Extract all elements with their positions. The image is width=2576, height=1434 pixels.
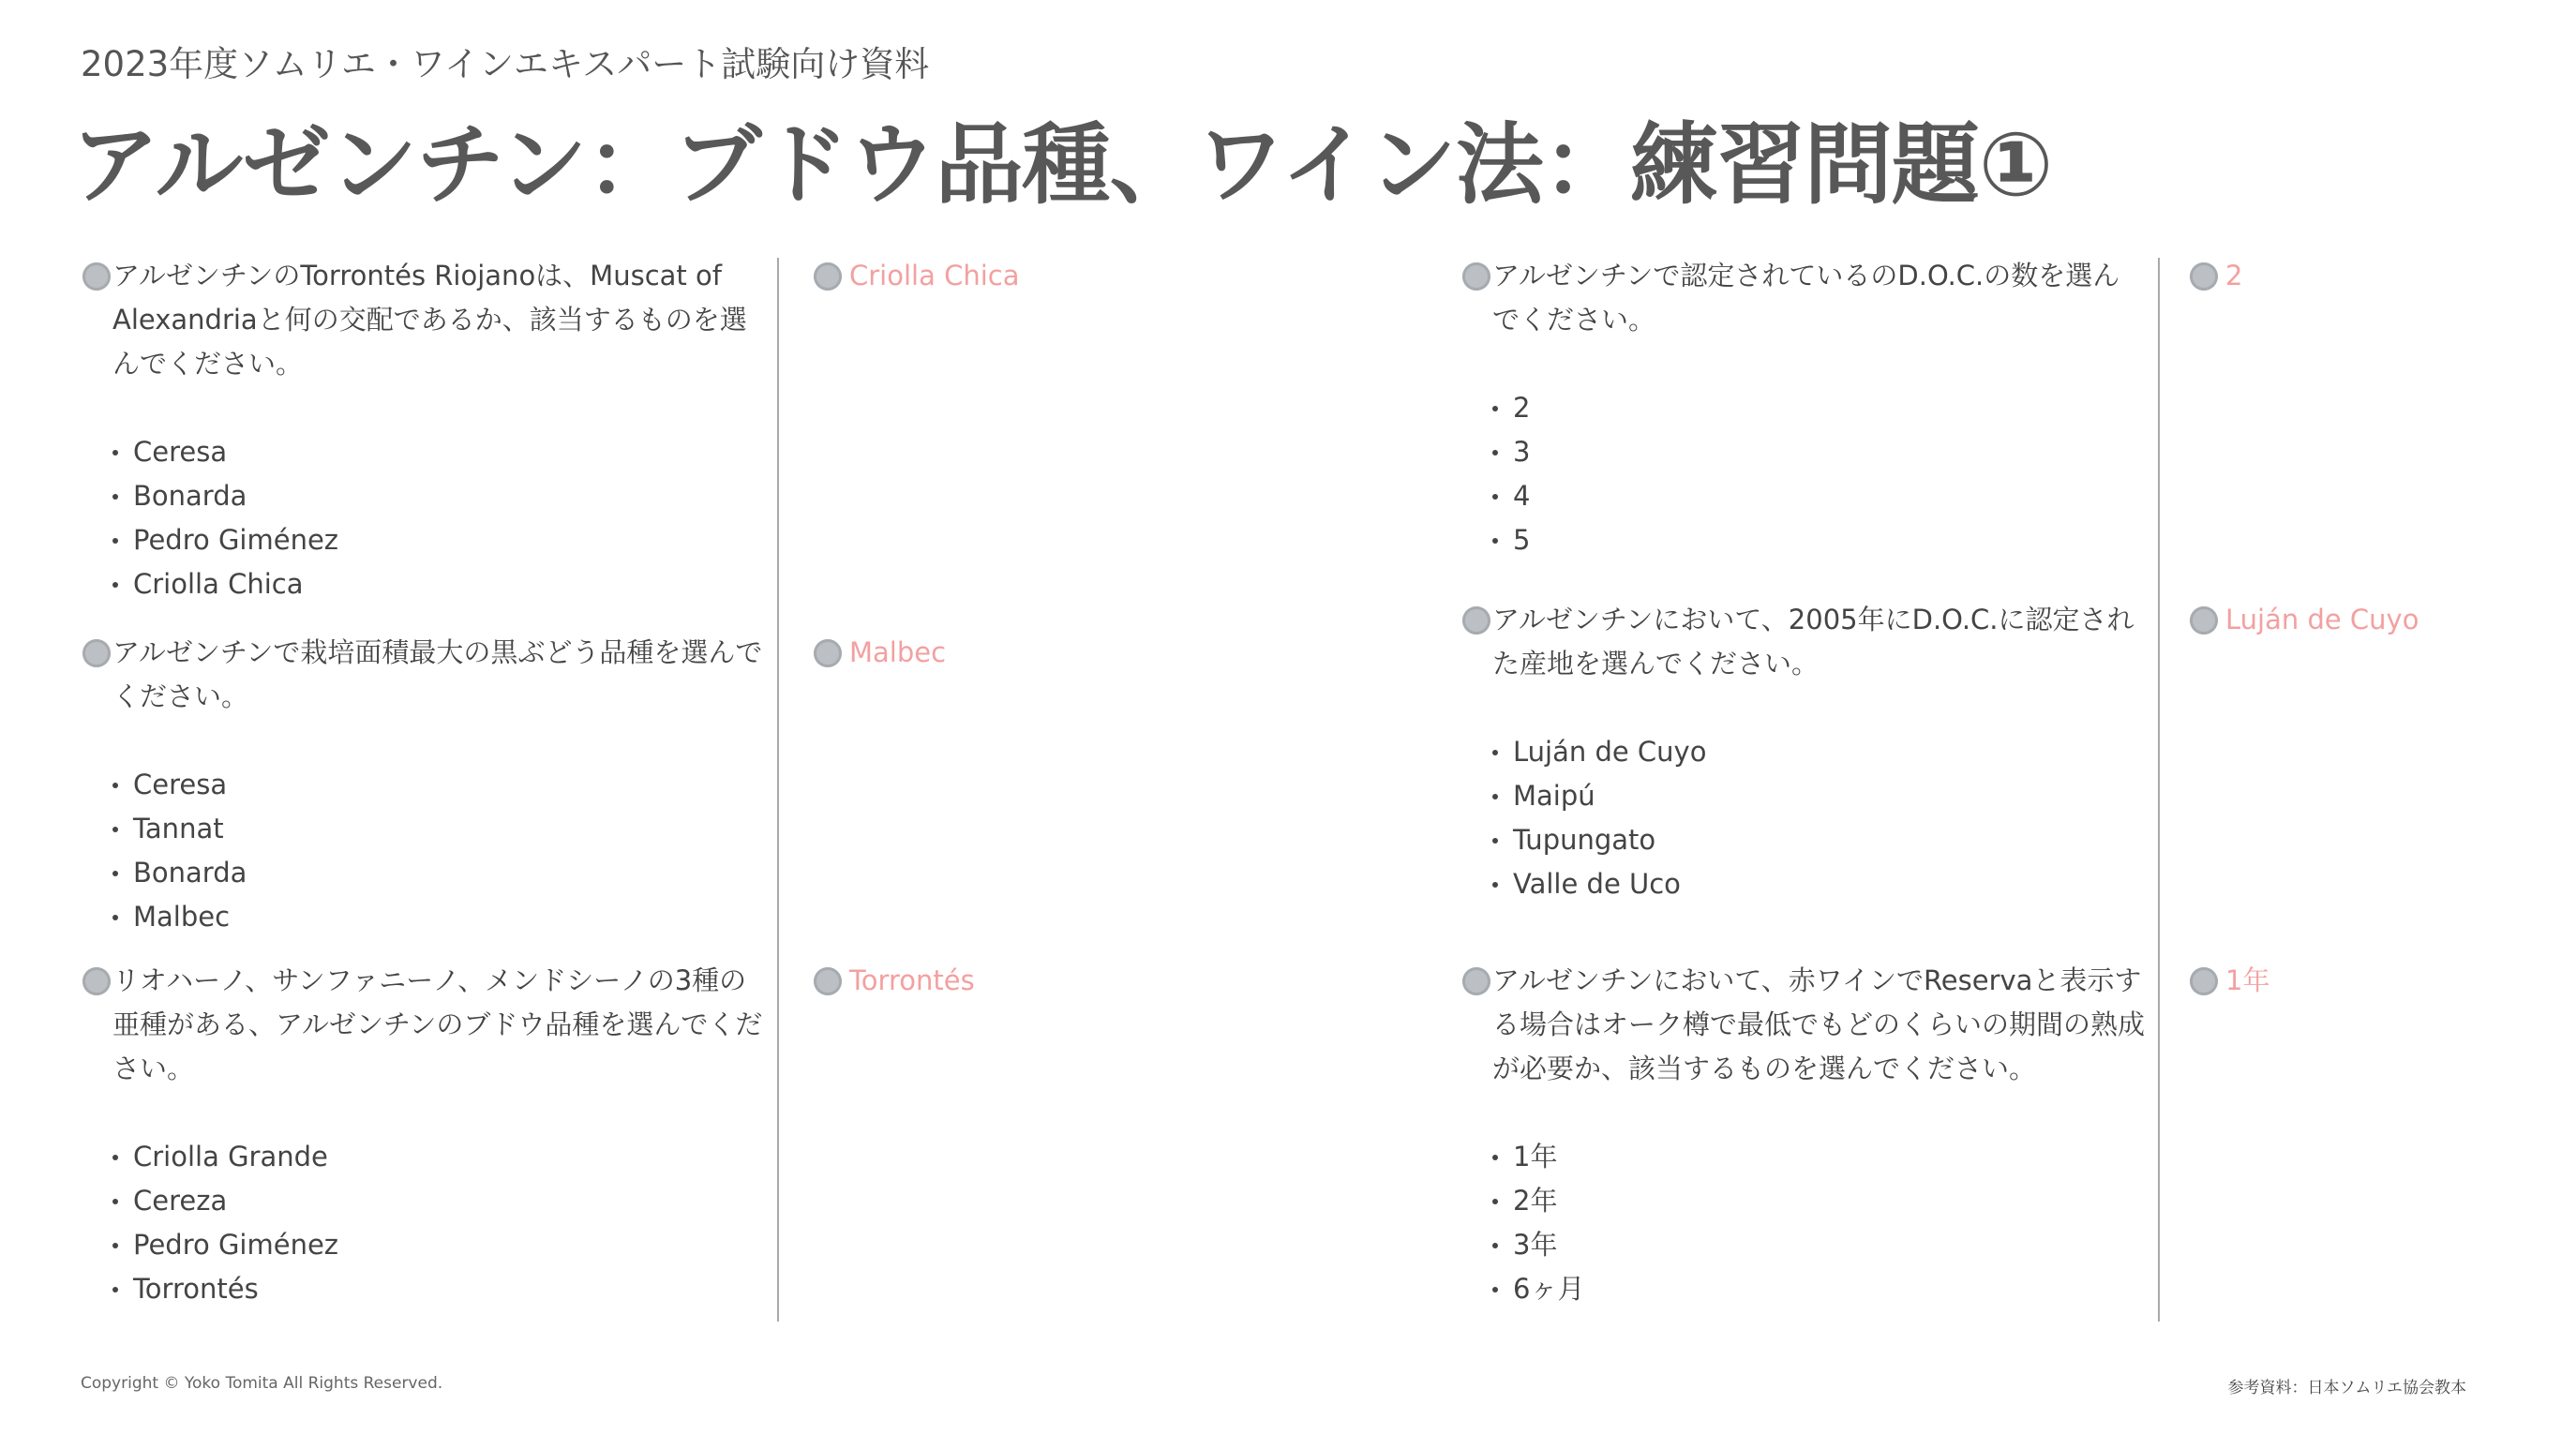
answer-bullet-icon: [2190, 606, 2218, 635]
option-list: [82, 763, 765, 939]
option-item: Pedro Giménez: [112, 1223, 765, 1267]
answer-text: 2: [2225, 260, 2243, 291]
answer-text: Luján de Cuyo: [2225, 604, 2419, 635]
option-item: Luján de Cuyo: [1492, 730, 2147, 774]
option-item: Criolla Chica: [112, 562, 765, 606]
answer-bullet-icon: [2190, 967, 2218, 995]
option-list: [1462, 730, 2147, 906]
answer-block: [2190, 959, 2269, 1003]
answer-block: [814, 631, 946, 675]
option-item: Ceresa: [112, 430, 765, 474]
left-column-divider: [777, 258, 779, 1322]
option-item: 2: [1492, 386, 2147, 430]
option-item: 6ヶ月: [1492, 1267, 2147, 1311]
option-item: 2年: [1492, 1179, 2147, 1223]
option-item: Torrontés: [112, 1267, 765, 1311]
answer-block: [2190, 598, 2419, 642]
option-item: Maipú: [1492, 774, 2147, 818]
option-list: [82, 1135, 765, 1311]
option-item: Bonarda: [112, 851, 765, 895]
answer-text: Torrontés: [849, 964, 975, 996]
question-text: リオハーノ、サンファニーノ、メンドシーノの3種の亜種がある、アルゼンチンのブドウ品種を選んでください。: [112, 964, 763, 1084]
copyright-notice: Copyright © Yoko Tomita All Rights Reserved.: [81, 1374, 443, 1393]
question-text: アルゼンチンで認定されているのD.O.C.の数を選んでください。: [1492, 260, 2120, 336]
question-block: [1462, 959, 2147, 1311]
option-item: Tannat: [112, 807, 765, 851]
option-item: Bonarda: [112, 474, 765, 518]
question-block: [82, 959, 765, 1311]
question-block: [82, 254, 765, 606]
question-text: アルゼンチンのTorrontés Riojanoは、Muscat of Alexandriaと何の交配であるか、該当するものを選んでください。: [112, 260, 747, 380]
option-item: 4: [1492, 474, 2147, 518]
reference-note: 参考資料：日本ソムリエ協会教本: [2227, 1379, 2466, 1397]
answer-bullet-icon: [814, 639, 842, 667]
option-item: Tupungato: [1492, 818, 2147, 862]
answer-text: 1年: [2225, 964, 2270, 996]
answer-bullet-icon: [814, 262, 842, 291]
question-block: [1462, 254, 2147, 562]
answer-block: [814, 254, 1019, 298]
option-item: Ceresa: [112, 763, 765, 807]
question-text: アルゼンチンで栽培面積最大の黒ぶどう品種を選んでください。: [112, 636, 763, 712]
answer-block: [814, 959, 975, 1003]
option-item: 3: [1492, 430, 2147, 474]
option-item: Valle de Uco: [1492, 862, 2147, 906]
option-item: Criolla Grande: [112, 1135, 765, 1179]
answer-text: Criolla Chica: [849, 260, 1020, 291]
option-item: Malbec: [112, 895, 765, 939]
answer-bullet-icon: [814, 967, 842, 995]
answer-text: Malbec: [849, 636, 947, 668]
question-text: アルゼンチンにおいて、2005年にD.O.C.に認定された産地を選んでください。: [1492, 604, 2134, 680]
question-block: [82, 631, 765, 939]
option-list: [82, 430, 765, 606]
document-subtitle: 2023年度ソムリエ・ワインエキスパート試験向け資料: [81, 44, 930, 84]
option-list: [1462, 1135, 2147, 1311]
option-item: 3年: [1492, 1223, 2147, 1267]
option-item: 5: [1492, 518, 2147, 562]
answer-bullet-icon: [2190, 262, 2218, 291]
option-item: Cereza: [112, 1179, 765, 1223]
option-list: [1462, 386, 2147, 562]
option-item: Pedro Giménez: [112, 518, 765, 562]
option-item: 1年: [1492, 1135, 2147, 1179]
question-block: [1462, 598, 2147, 906]
page-title: アルゼンチン：ブドウ品種、ワイン法：練習問題①: [71, 114, 2053, 217]
question-text: アルゼンチンにおいて、赤ワインでReservaと表示する場合はオーク樽で最低でもどのくらいの期間の熟成が必要か、該当するものを選んでください。: [1492, 964, 2146, 1084]
answer-block: [2190, 254, 2242, 298]
right-column-divider: [2158, 258, 2160, 1322]
